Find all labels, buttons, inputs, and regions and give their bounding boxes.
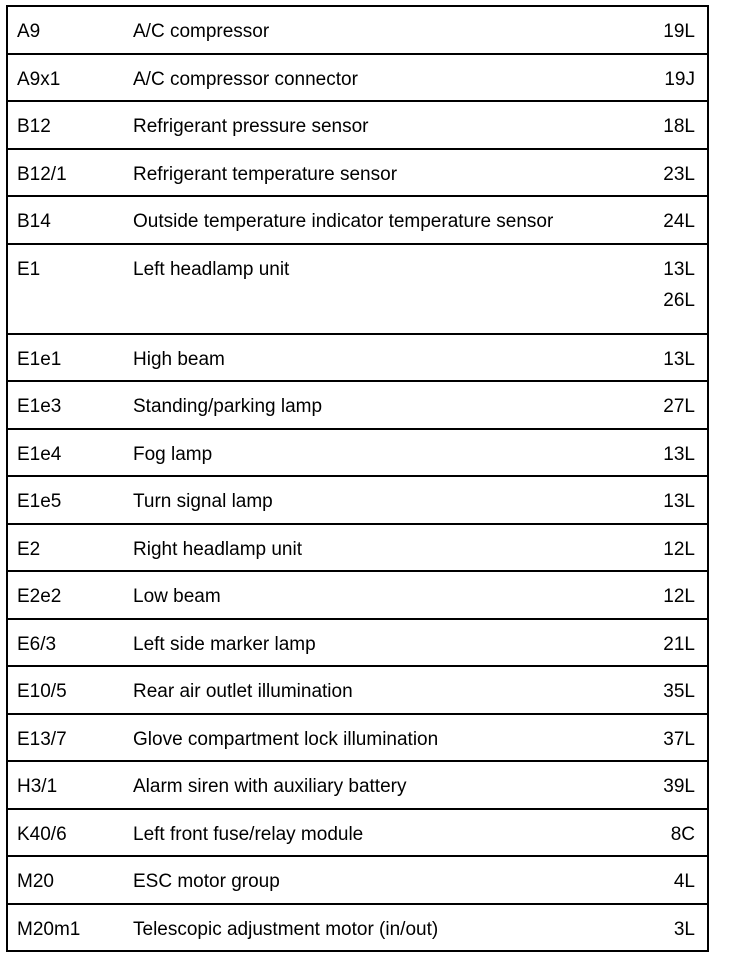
grid-reference-list xyxy=(663,729,695,760)
grid-reference-list xyxy=(663,349,695,380)
table-row xyxy=(8,810,707,858)
grid-reference-list xyxy=(674,871,695,902)
table-row xyxy=(8,857,707,905)
component-code: E6/3 xyxy=(17,633,57,655)
grid-reference: 19L xyxy=(663,21,695,42)
component-code: H3/1 xyxy=(17,776,58,797)
component-description: Low beam xyxy=(133,586,221,607)
grid-reference: 21L xyxy=(663,633,695,655)
table-row xyxy=(8,102,707,150)
grid-reference-list xyxy=(663,491,695,522)
grid-reference: 23L xyxy=(663,163,695,185)
table-row xyxy=(8,55,707,103)
component-code: E1e1 xyxy=(17,348,62,370)
grid-reference: 18L xyxy=(663,116,695,137)
table-row xyxy=(8,150,707,198)
grid-reference: 24L xyxy=(663,211,695,232)
grid-reference: 12L xyxy=(663,538,695,560)
grid-reference: 27L xyxy=(663,396,695,417)
component-code: E2e2 xyxy=(17,586,62,607)
grid-reference: 35L xyxy=(663,681,695,702)
grid-reference: 13L xyxy=(663,258,695,280)
grid-reference-list xyxy=(671,824,695,855)
grid-reference: 13L xyxy=(663,348,695,370)
component-code: K40/6 xyxy=(17,823,67,845)
table-row xyxy=(8,572,707,620)
component-description: Standing/parking lamp xyxy=(133,396,323,417)
table-row xyxy=(8,762,707,810)
table-row xyxy=(8,245,707,335)
table-row xyxy=(8,7,707,55)
component-code: B12 xyxy=(17,116,51,137)
component-code: E1e3 xyxy=(17,396,62,417)
component-description: Telescopic adjustment motor (in/out) xyxy=(133,918,439,940)
grid-reference-list xyxy=(663,634,695,665)
grid-reference: 8C xyxy=(670,823,695,845)
component-description: Refrigerant temperature sensor xyxy=(133,163,398,185)
table-row xyxy=(8,525,707,573)
grid-reference-list xyxy=(663,21,695,52)
component-description: Turn signal lamp xyxy=(133,491,273,512)
component-description: Outside temperature indicator temperature sensor xyxy=(133,211,554,232)
component-code: A9x1 xyxy=(17,68,61,90)
component-code: E10/5 xyxy=(17,681,67,702)
table-row xyxy=(8,715,707,763)
component-code: B14 xyxy=(17,211,51,232)
grid-reference: 3L xyxy=(673,918,695,940)
grid-reference-list xyxy=(663,444,695,475)
component-description: Left headlamp unit xyxy=(133,258,290,280)
component-description: Alarm siren with auxiliary battery xyxy=(133,776,407,797)
table-row xyxy=(8,430,707,478)
grid-reference-list xyxy=(663,396,695,427)
component-description: Glove compartment lock illumination xyxy=(133,728,439,750)
grid-reference: 39L xyxy=(663,776,695,797)
grid-reference: 37L xyxy=(663,728,695,750)
component-description: Left side marker lamp xyxy=(133,633,316,655)
component-code: E13/7 xyxy=(17,728,67,750)
grid-reference: 12L xyxy=(663,586,695,607)
component-code: E2 xyxy=(17,538,41,560)
grid-reference-list xyxy=(663,681,695,712)
grid-reference-list xyxy=(663,259,695,321)
table-row xyxy=(8,667,707,715)
component-code: E1e4 xyxy=(17,443,62,465)
component-code: A9 xyxy=(17,21,41,42)
grid-reference-list xyxy=(663,164,695,195)
component-code: B12/1 xyxy=(17,163,67,185)
component-code: M20 xyxy=(17,871,54,892)
component-description: Left front fuse/relay module xyxy=(133,823,364,845)
table-row xyxy=(8,197,707,245)
component-description: ESC motor group xyxy=(133,871,280,892)
grid-reference-list xyxy=(663,211,695,242)
grid-reference: 13L xyxy=(663,443,695,465)
grid-reference-list xyxy=(663,776,695,807)
table-row xyxy=(8,382,707,430)
grid-reference: 19J xyxy=(664,68,695,90)
grid-reference: 4L xyxy=(673,871,695,892)
component-description: A/C compressor connector xyxy=(133,68,358,90)
grid-reference-list xyxy=(663,539,695,570)
grid-reference-list xyxy=(664,69,695,100)
grid-reference-list xyxy=(674,919,695,950)
component-description: Fog lamp xyxy=(133,443,213,465)
component-description: A/C compressor xyxy=(133,21,270,42)
table-row xyxy=(8,477,707,525)
table-row xyxy=(8,905,707,953)
grid-reference: 13L xyxy=(663,491,695,512)
component-table xyxy=(6,5,709,952)
component-description: Rear air outlet illumination xyxy=(133,681,353,702)
table-row xyxy=(8,620,707,668)
grid-reference-list xyxy=(663,586,695,617)
component-description: Right headlamp unit xyxy=(133,538,302,560)
component-description: High beam xyxy=(133,348,225,370)
grid-reference: 26L xyxy=(663,289,695,311)
table-row xyxy=(8,335,707,383)
component-code: E1 xyxy=(17,258,41,280)
grid-reference-list xyxy=(663,116,695,147)
component-description: Refrigerant pressure sensor xyxy=(133,116,369,137)
component-code: E1e5 xyxy=(17,491,62,512)
component-code: M20m1 xyxy=(17,918,81,940)
